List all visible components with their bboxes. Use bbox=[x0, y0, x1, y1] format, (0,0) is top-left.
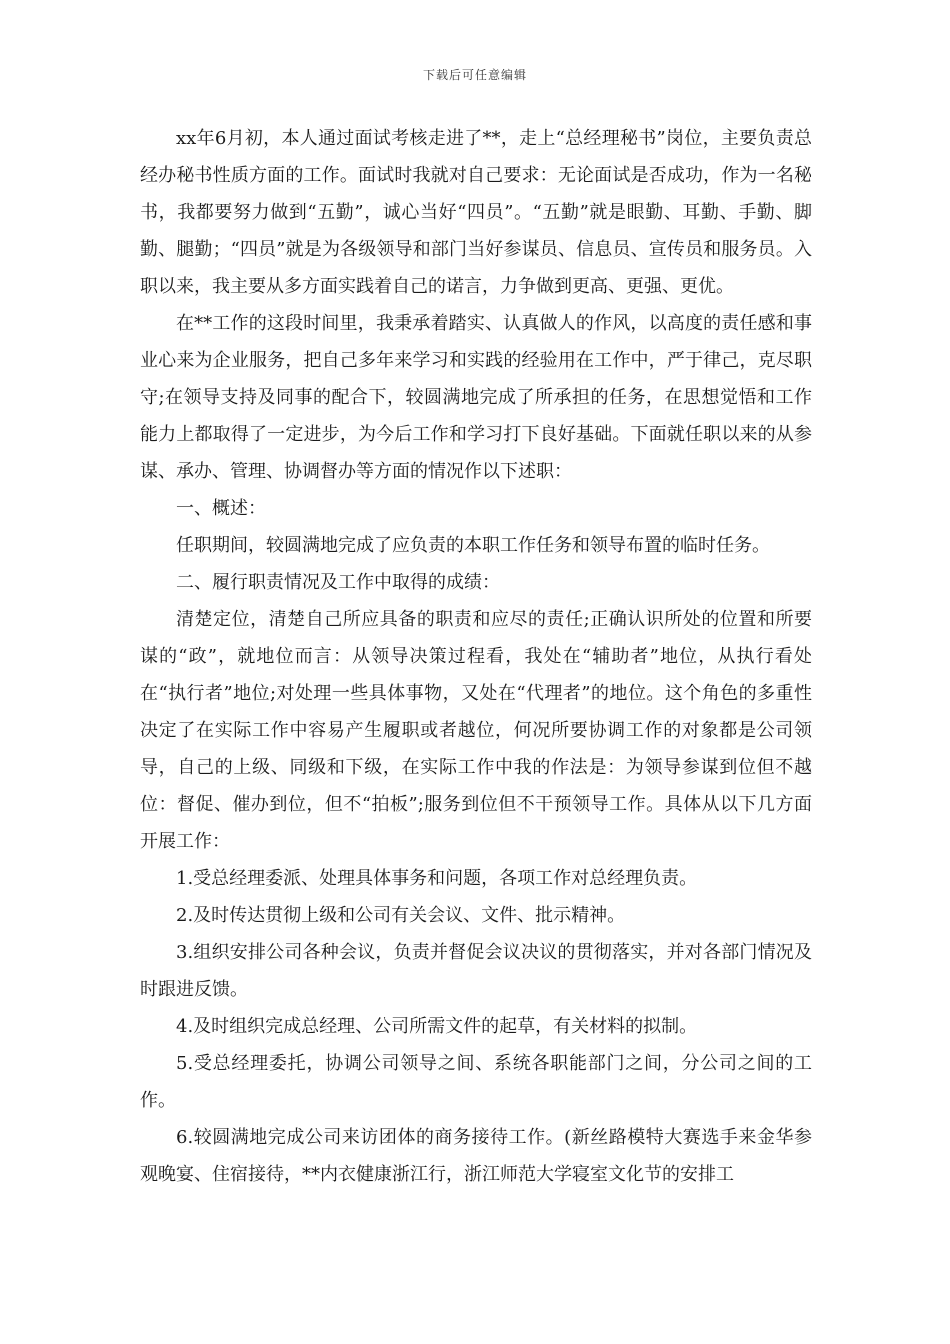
section-heading: 一、概述： bbox=[176, 498, 266, 519]
list-item: 4.及时组织完成总经理、公司所需文件的起草，有关材料的拟制。 bbox=[176, 1016, 698, 1037]
section-heading: 二、履行职责情况及工作中取得的成绩： bbox=[176, 572, 500, 593]
paragraph: 任职期间，较圆满地完成了应负责的本职工作任务和领导布置的临时任务。 bbox=[176, 535, 770, 556]
paragraph: xx年6月初，本人通过面试考核走进了**，走上“总经理秘书”岗位，主要负责总经办秘书性质方面的工作。面试时我就对自己要求：无论面试是否成功，作为一名秘书，我都要努力做到“五勤”，诚心当好“四员”。“五勤”就是眼勤、耳勤、手勤、脚勤、腿勤；“四员”就是为各级领导和部门当好参谋员、信息员、宣传员和服务员。入职以来，我主要从多方面实践着自己的诺言，力争做到更高、更强、更优。 bbox=[140, 128, 812, 297]
page-header: 下载后可任意编辑 bbox=[422, 68, 527, 82]
paragraph: 清楚定位，清楚自己所应具备的职责和应尽的责任;正确认识所处的位置和所要谋的“政”，就地位而言：从领导决策过程看，我处在“辅助者”地位，从执行看处在“执行者”地位;对处理一些具体事物，又处在“代理者”的地位。这个角色的多重性决定了在实际工作中容易产生履职或者越位，何况所要协调工作的对象都是公司领导，自己的上级、同级和下级，在实际工作中我的作法是：为领导参谋到位但不越位：督促、催办到位，但不“拍板”;服务到位但不干预领导工作。具体从以下几方面开展工作： bbox=[140, 609, 812, 852]
list-item: 5.受总经理委托，协调公司领导之间、系统各职能部门之间，分公司之间的工作。 bbox=[140, 1053, 812, 1111]
list-item: 3.组织安排公司各种会议，负责并督促会议决议的贯彻落实，并对各部门情况及时跟进反馈。 bbox=[140, 942, 812, 1000]
list-item: 6.较圆满地完成公司来访团体的商务接待工作。(新丝路模特大赛选手来金华参观晚宴、住宿接待，**内衣健康浙江行，浙江师范大学寝室文化节的安排工 bbox=[140, 1127, 812, 1185]
paragraph: 在**工作的这段时间里，我秉承着踏实、认真做人的作风，以高度的责任感和事业心来为企业服务，把自己多年来学习和实践的经验用在工作中，严于律己，克尽职守;在领导支持及同事的配合下，较圆满地完成了所承担的任务，在思想觉悟和工作能力上都取得了一定进步，为今后工作和学习打下良好基础。下面就任职以来的从参谋、承办、管理、协调督办等方面的情况作以下述职： bbox=[140, 313, 812, 482]
list-item: 1.受总经理委派、处理具体事务和问题，各项工作对总经理负责。 bbox=[176, 868, 698, 889]
document-body bbox=[140, 120, 812, 1193]
list-item: 2.及时传达贯彻上级和公司有关会议、文件、批示精神。 bbox=[176, 905, 626, 926]
